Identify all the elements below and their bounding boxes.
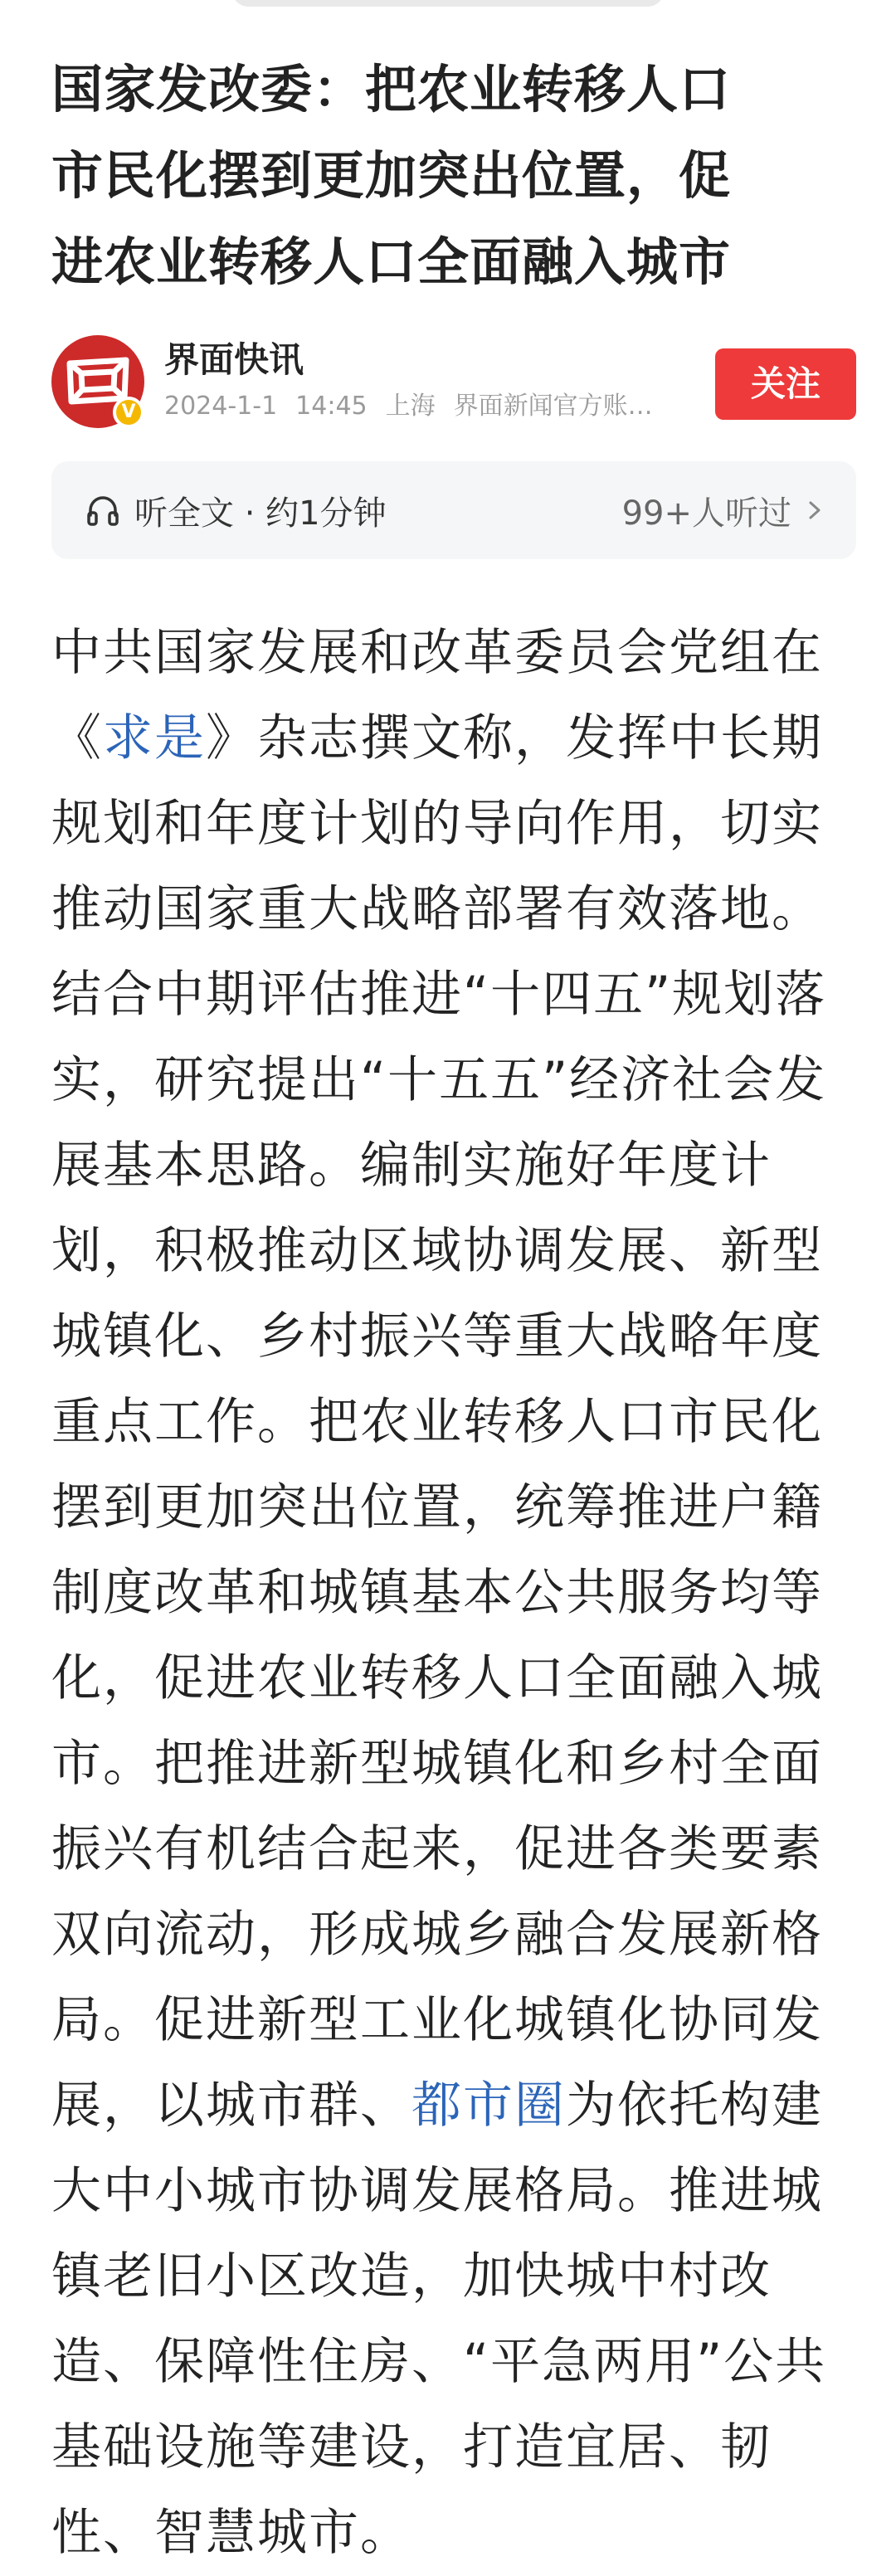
body-line bbox=[51, 2149, 864, 2234]
body-text-segment: 划，积极推动区域协调发展、新型 bbox=[51, 1222, 823, 1280]
body-text-segment: 市。把推进新型城镇化和乡村全面 bbox=[51, 1735, 823, 1793]
body-text-segment: 局。促进新型工业化城镇化协同发 bbox=[51, 1991, 823, 2049]
headphone-icon bbox=[85, 492, 121, 528]
body-text-segment: 振兴有机结合起来，促进各类要素 bbox=[51, 1820, 823, 1878]
publish-date: 2024-1-1 bbox=[164, 392, 278, 421]
body-line bbox=[51, 611, 864, 696]
article-body bbox=[51, 611, 864, 2576]
body-text-segment: 双向流动，形成城乡融合发展新格 bbox=[51, 1906, 823, 1964]
body-line bbox=[51, 2063, 864, 2149]
inline-link[interactable]: 都市圈 bbox=[411, 2077, 566, 2135]
body-text-segment: 《 bbox=[51, 709, 103, 767]
body-line bbox=[51, 2405, 864, 2491]
inline-link[interactable]: 求是 bbox=[103, 709, 206, 767]
body-text-segment: 基础设施等建设，打造宜居、韧 bbox=[51, 2418, 772, 2476]
publish-time: 14:45 bbox=[295, 392, 368, 421]
account-description: 界面新闻官方账… bbox=[453, 392, 653, 421]
body-line bbox=[51, 1807, 864, 1892]
body-text-segment: 结合中期评估推进“十四五”规划落 bbox=[51, 966, 827, 1024]
body-text-segment: 镇老旧小区改造，加快城中村改 bbox=[51, 2247, 772, 2306]
body-text-segment: 摆到更加突出位置，统筹推进户籍 bbox=[51, 1478, 823, 1536]
body-line bbox=[51, 1465, 864, 1551]
listen-full-text-bar[interactable] bbox=[51, 461, 856, 559]
body-text-segment: 展，以城市群、 bbox=[51, 2077, 411, 2135]
body-line bbox=[51, 1380, 864, 1465]
body-line bbox=[51, 1038, 864, 1123]
body-text-segment: 中共国家发展和改革委员会党组在 bbox=[51, 624, 823, 682]
article-title bbox=[51, 46, 848, 305]
body-line bbox=[51, 2320, 864, 2405]
body-line bbox=[51, 1209, 864, 1294]
listen-label: 听全文 · 约1分钟 bbox=[134, 494, 387, 533]
article-title-line: 国家发改委：把农业转移人口 bbox=[51, 59, 732, 119]
body-text-segment: 大中小城市协调发展格局。推进城 bbox=[51, 2162, 823, 2220]
body-line bbox=[51, 1892, 864, 1978]
body-line bbox=[51, 1294, 864, 1380]
author-name[interactable]: 界面快讯 bbox=[164, 339, 304, 380]
body-line bbox=[51, 952, 864, 1038]
author-avatar[interactable] bbox=[51, 335, 144, 428]
body-text-segment: 性、智慧城市。 bbox=[51, 2504, 411, 2562]
body-line bbox=[51, 2491, 864, 2576]
body-text-segment: 城镇化、乡村振兴等重大战略年度 bbox=[51, 1307, 823, 1366]
body-text-segment: 展基本思路。编制实施好年度计 bbox=[51, 1137, 772, 1195]
body-line bbox=[51, 1636, 864, 1721]
body-text-segment: 》杂志撰文称，发挥中长期 bbox=[206, 709, 823, 767]
verified-badge-icon: V bbox=[113, 397, 144, 428]
body-line bbox=[51, 1721, 864, 1807]
article-title-line: 市民化摆到更加突出位置，促 bbox=[51, 145, 732, 206]
body-line bbox=[51, 1123, 864, 1209]
body-line bbox=[51, 1978, 864, 2063]
body-line bbox=[51, 2234, 864, 2320]
body-text-segment: 化，促进农业转移人口全面融入城 bbox=[51, 1649, 823, 1707]
body-text-segment: 重点工作。把农业转移人口市民化 bbox=[51, 1393, 823, 1451]
body-text-segment: 为依托构建 bbox=[566, 2077, 823, 2135]
body-line bbox=[51, 782, 864, 867]
body-line bbox=[51, 696, 864, 782]
body-text-segment: 推动国家重大战略部署有效落地。 bbox=[51, 880, 823, 938]
listen-right bbox=[622, 461, 826, 559]
top-scroll-pill bbox=[232, 0, 664, 7]
body-text-segment: 规划和年度计划的导向作用，切实 bbox=[51, 795, 823, 853]
body-line bbox=[51, 867, 864, 952]
body-text-segment: 实，研究提出“十五五”经济社会发 bbox=[51, 1051, 827, 1109]
body-line bbox=[51, 1551, 864, 1636]
listen-count: 99+人听过 bbox=[621, 494, 791, 533]
publish-location: 上海 bbox=[385, 392, 436, 421]
author-meta bbox=[164, 390, 737, 423]
follow-button[interactable]: 关注 bbox=[715, 348, 856, 420]
author-row bbox=[51, 335, 856, 435]
listen-left bbox=[85, 461, 387, 559]
body-text-segment: 造、保障性住房、“平急两用”公共 bbox=[51, 2333, 827, 2391]
body-text-segment: 制度改革和城镇基本公共服务均等 bbox=[51, 1564, 823, 1622]
article-title-line: 进农业转移人口全面融入城市 bbox=[51, 231, 732, 292]
chevron-right-icon bbox=[803, 499, 826, 522]
